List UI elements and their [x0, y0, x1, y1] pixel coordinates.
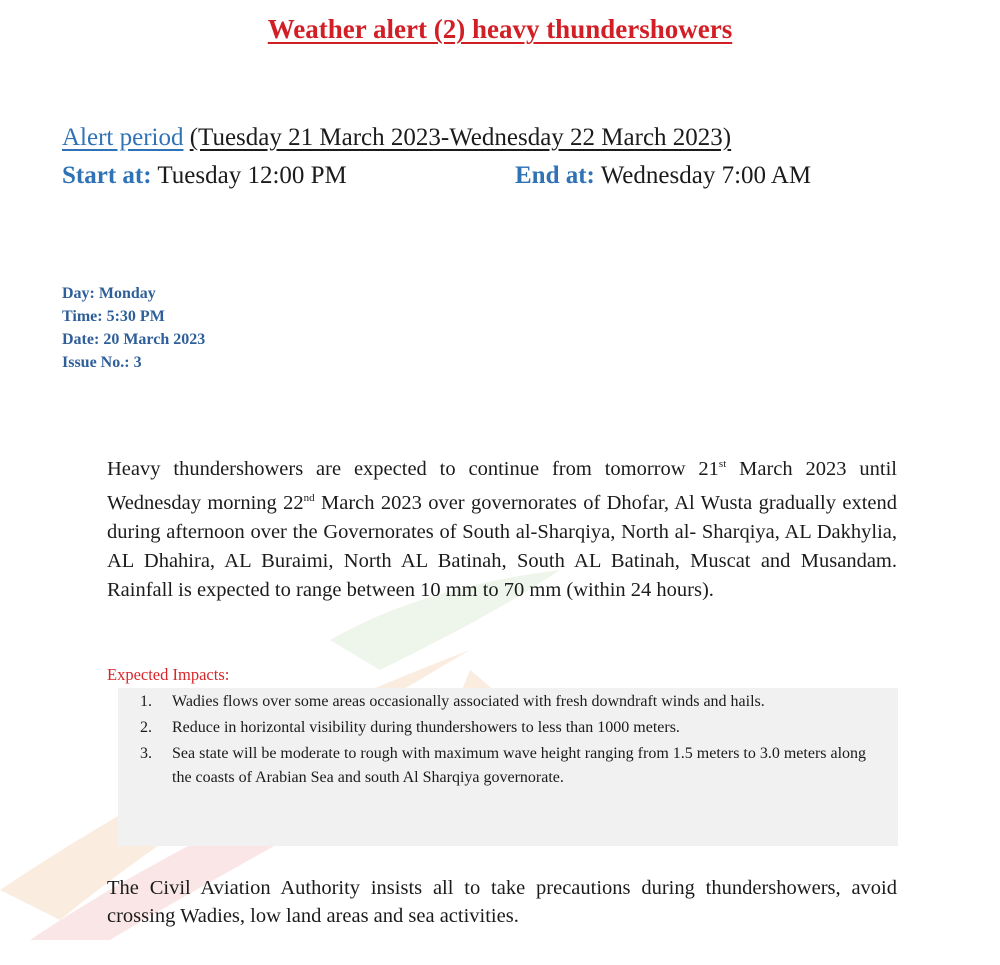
alert-period-value: (Tuesday 21 March 2023-Wednesday 22 March 2023)	[189, 124, 732, 151]
forecast-paragraph	[107, 450, 897, 605]
impact-item	[134, 742, 874, 790]
impact-number: 2.	[140, 719, 152, 736]
page-title: Weather alert (2) heavy thundershowers	[267, 14, 733, 44]
alert-period-label: Alert period	[62, 124, 184, 151]
impact-number: 1.	[140, 693, 152, 710]
impact-text: Reduce in horizontal visibility during thundershowers to less than 1000 meters.	[172, 719, 680, 736]
impact-text: Sea state will be moderate to rough with maximum wave height ranging from 1.5 meters to 3.0 meters along the coasts of Arabian Sea and south Al Sharqiya governorate.	[172, 745, 867, 786]
impacts-list	[134, 690, 874, 792]
impacts-heading: Expected Impacts:	[107, 665, 230, 684]
forecast-sup-2: nd	[303, 492, 315, 504]
end-value: Wednesday 7:00 AM	[600, 162, 812, 189]
start-time	[62, 162, 347, 190]
issue-date: Date: 20 March 2023	[62, 331, 206, 348]
impact-item	[134, 690, 874, 714]
start-value: Tuesday 12:00 PM	[157, 162, 347, 189]
forecast-sup-1: st	[718, 458, 727, 470]
forecast-text-2: March 2023 until Wednesday morning 22	[107, 458, 897, 514]
closing-paragraph: The Civil Aviation Authority insists all to take precautions during thundershowers, avoid crossing Wadies, low land areas and sea activities.	[107, 877, 897, 927]
impact-number: 3.	[140, 745, 152, 762]
issue-number: Issue No.: 3	[62, 354, 142, 371]
impact-text: Wadies flows over some areas occasionally associated with fresh downdraft winds and hails.	[172, 693, 765, 710]
impact-item	[134, 716, 874, 740]
start-label: Start at:	[62, 162, 152, 189]
issue-info	[62, 282, 205, 374]
issue-time: Time: 5:30 PM	[62, 308, 165, 325]
forecast-text-1: Heavy thundershowers are expected to continue from tomorrow 21	[107, 458, 719, 480]
forecast-text-3: March 2023 over governorates of Dhofar, Al Wusta gradually extend during afternoon over the Governorates of South al-Sharqiya, North al- Sharqiya, AL Dakhylia, AL Dhahira, AL Buraimi, North AL Batinah, South AL Batinah, Muscat and Musandam. Rainfall is expected to range between 10 mm to 70 mm (within 24 hours).	[107, 492, 897, 601]
end-label: End at:	[515, 162, 595, 189]
end-time	[515, 162, 811, 190]
issue-day: Day: Monday	[62, 285, 156, 302]
alert-period	[62, 124, 731, 152]
